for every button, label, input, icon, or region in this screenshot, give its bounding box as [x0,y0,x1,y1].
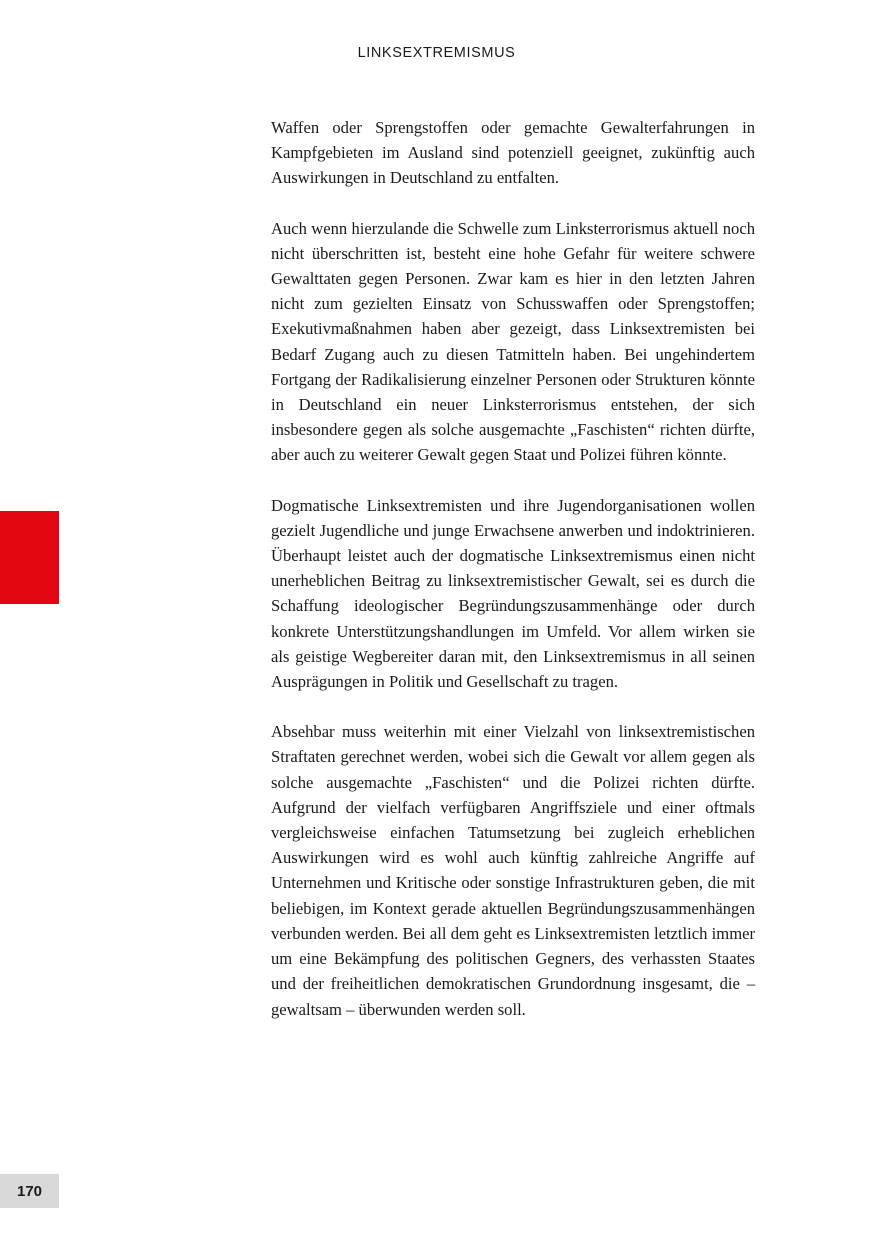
paragraph: Waffen oder Sprengstoffen oder gemachte Gewalterfahrungen in Kampfgebieten im Ausland sind potenziell geeignet, zukünftig auch Auswirkungen in Deutschland zu entfalten. [271,118,755,188]
body-text [271,115,755,1047]
paragraph: Auch wenn hierzulande die Schwelle zum Linksterrorismus aktuell noch nicht überschritten ist, besteht eine hohe Gefahr für weitere schwere Gewalttaten gegen Personen. Zwar kam es hier in den letzten Jahren nicht zum gezielten Einsatz von Schusswaffen oder Sprengstoffen; Exekutivmaßnahmen haben aber gezeigt, dass Linksextremisten bei Bedarf Zugang auch zu diesen Tatmitteln haben. Bei ungehindertem Fortgang der Radikalisierung einzelner Personen oder Strukturen könnte in Deutschland ein neuer Linksterrorismus entstehen, der sich insbesondere gegen als solche ausgemachte „Faschisten“ richten dürfte, aber auch zu weiterer Gewalt gegen Staat und Polizei führen könnte. [271,218,755,465]
running-header [0,44,875,62]
paragraph: Dogmatische Linksextremisten und ihre Jugendorganisationen wollen gezielt Jugendliche und junge Erwachsene anwerben und indoktrinieren. Überhaupt leistet auch der dogmatische Linksextremismus einen nicht unerheblichen Beitrag zu linksextremistischer Gewalt, sei es durch die Schaffung ideologischer Begründungszusammenhänge oder durch konkrete Unterstützungshandlungen im Umfeld. Vor allem wirken sie als geistige Wegbereiter daran mit, den Linksextremismus in all seinen Ausprägungen in Politik und Gesellschaft zu tragen. [271,495,755,692]
running-title: LINKSEXTREMISMUS [357,45,516,61]
page-number [0,1174,59,1208]
page-number-label: 170 [16,1182,43,1200]
chapter-marker [0,511,59,604]
paragraph: Absehbar muss weiterhin mit einer Vielzahl von linksextremistischen Straftaten gerechnet werden, wobei sich die Gewalt vor allem gegen als solche ausgemachte „Faschisten“ und die Polizei richten dürfte. Aufgrund der vielfach verfügbaren Angriffsziele und einer oftmals vergleichsweise einfachen Tatumsetzung bei zugleich erheblichen Auswirkungen wird es wohl auch künftig zahlreiche Angriffe auf Unternehmen und Kritische oder sonstige Infrastrukturen geben, die mit beliebigen, im Kontext gerade aktuellen Begründungszusammenhängen verbunden werden. Bei all dem geht es Linksextremisten letztlich immer um eine Bekämpfung des politischen Gegners, des verhassten Staates und der freiheitlichen demokratischen Grundordnung insgesamt, die – gewaltsam – überwunden werden soll. [271,722,755,1019]
